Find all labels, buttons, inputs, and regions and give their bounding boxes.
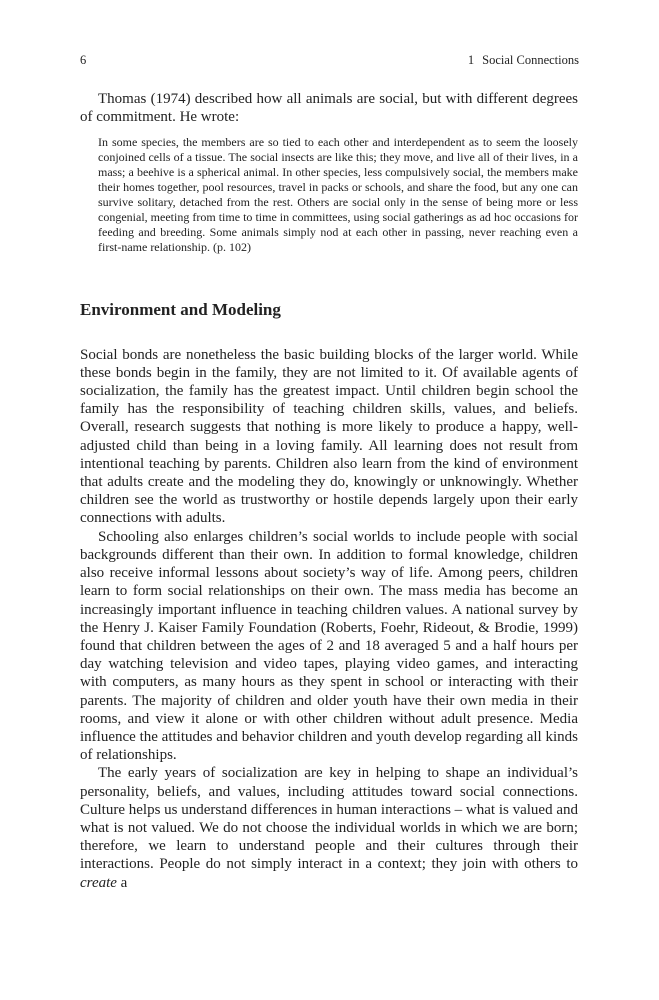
paragraph-1: Social bonds are nonetheless the basic building blocks of the larger world. While these bonds begin in the family, they are not limited to it. Of available agents of socialization, the family has the greatest impact. Until children begin school the family has the responsibility of teaching children skills, values, and beliefs. Overall, research suggests that nothing is more likely to produce a happy, well-adjusted child than being in a loving family. All learning does not result from intentional teaching by parents. Children also learn from the kind of environment that adults create and the modeling they do, knowingly or unknowingly. Whether children see the world as trustworthy or hostile depends largely upon their early connections with adults. bbox=[80, 346, 578, 527]
block-quote: In some species, the members are so tied to each other and interdependent as to seem the loosely conjoined cells of a tissue. The social insects are like this; they move, and live all of their lives, in a mass; a beehive is a spherical animal. In other species, less compulsively social, the members make their homes together, pool resources, travel in packs or schools, and share the food, but any one can survive solitary, detached from the rest. Others are social only in the sense of being more or less congenial, meeting from time to time in committees, using social gatherings as ad hoc occasions for feeding and breeding. Some animals simply nod at each other in passing, never reaching even a first-name relationship. (p. 102) bbox=[98, 135, 578, 254]
running-header bbox=[80, 52, 579, 68]
paragraph-3-text-after: a bbox=[116, 874, 128, 891]
section-heading: Environment and Modeling bbox=[80, 299, 281, 319]
page-number: 6 bbox=[80, 53, 87, 67]
paragraph-3-text-before: The early years of socialization are key in helping to shape an individual’s personality, beliefs, and values, including attitudes toward social connections. Culture helps us understand differences in human interactions – what is valued and what is not valued. We do not choose the individual worlds in which we are born; therefore, we learn to understand people and their cultures through their interactions. People do not simply interact in a context; they join with others to bbox=[80, 765, 578, 873]
chapter-title: Social Connections bbox=[482, 53, 579, 67]
paragraph-2: Schooling also enlarges children’s social worlds to include people with social backgrounds different than their own. In addition to formal knowledge, children also receive informal lessons about society’s way of life. Among peers, children learn to form social relationships on their own. The mass media has become an increasingly important influence in teaching children values. A national survey by the Henry J. Kaiser Family Foundation (Roberts, Foehr, Rideout, & Brodie, 1999) found that children between the ages of 2 and 18 averaged 5 and a half hours per day watching television and video tapes, playing video games, and interacting with computers, as many hours as they spent in school or interacting with their parents. The majority of children and older youth have their own media in their rooms, and view it alone or with other children without adult presence. Media influence the attitudes and behavior children and youth develop regarding all kinds of relationships. bbox=[80, 528, 578, 764]
intro-paragraph: Thomas (1974) described how all animals are social, but with different degrees of commitment. He wrote: bbox=[80, 91, 578, 126]
chapter-number: 1 bbox=[467, 53, 475, 67]
paragraph-3 bbox=[80, 764, 578, 891]
page-body bbox=[80, 90, 578, 892]
running-title bbox=[468, 52, 579, 68]
emphasis-create: create bbox=[80, 874, 117, 891]
